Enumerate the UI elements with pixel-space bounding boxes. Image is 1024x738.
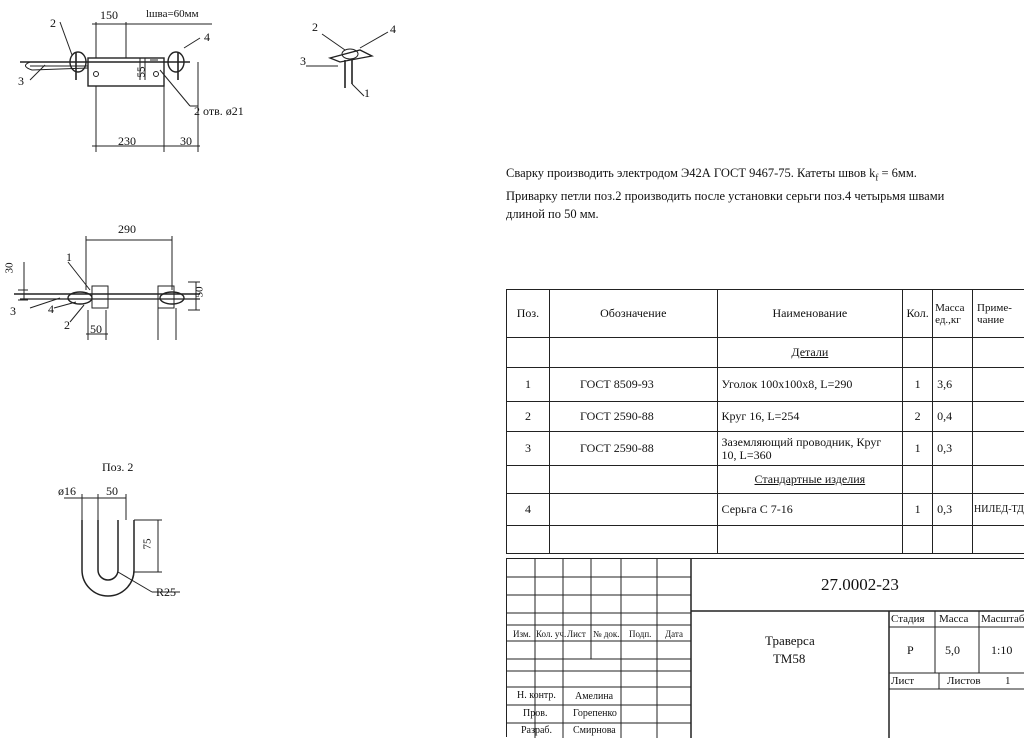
col-date: Дата bbox=[665, 629, 683, 639]
v3-callout-3: 3 bbox=[10, 304, 16, 319]
hdr-doc: Обозначение bbox=[549, 290, 717, 338]
col-izm: Изм. bbox=[513, 629, 531, 639]
note-line-1: Сварку производить электродом Э42А ГОСТ 9467-75. Катеты швов $k_f = 6мм$. bbox=[506, 164, 944, 187]
value-stage: Р bbox=[907, 643, 914, 658]
dim-holes: 2 отв. ø21 bbox=[194, 104, 244, 119]
name-nkontr: Амелина bbox=[575, 691, 613, 702]
dim-55: 55 bbox=[136, 67, 148, 78]
note-line-2: Приварку петли поз.2 производить после установки серьги поз.4 четырьмя швами bbox=[506, 187, 944, 205]
label-sheets: Листов bbox=[947, 675, 981, 687]
section-row-details bbox=[507, 338, 1024, 368]
view3-drawing bbox=[14, 236, 200, 340]
hdr-pos: Поз. bbox=[507, 290, 550, 338]
label-sheet: Лист bbox=[891, 675, 914, 687]
specification-table bbox=[506, 289, 1024, 554]
product-name: Траверса bbox=[765, 633, 815, 649]
v2-callout-1: 1 bbox=[364, 86, 370, 101]
callout-3: 3 bbox=[18, 74, 24, 89]
pos2-drawing bbox=[64, 494, 180, 596]
note-line-3: длиной по 50 мм. bbox=[506, 205, 944, 223]
label-scale: Масштаб bbox=[981, 613, 1024, 625]
hdr-note: Приме-чание bbox=[973, 290, 1024, 338]
value-scale: 1:10 bbox=[991, 643, 1012, 658]
v2-callout-2: 2 bbox=[312, 20, 318, 35]
col-doc-no: № док. bbox=[593, 629, 620, 639]
dim-r25: R25 bbox=[156, 585, 176, 600]
table-row: 4 Серьга С 7-16 1 0,3 НИЛЕД-ТД bbox=[507, 494, 1024, 526]
value-mass: 5,0 bbox=[945, 643, 960, 658]
label-mass: Масса bbox=[939, 613, 968, 625]
callout-4: 4 bbox=[204, 30, 210, 45]
dim-dia16: ø16 bbox=[58, 484, 76, 499]
col-kol-uch: Кол. уч. bbox=[536, 629, 566, 639]
table-row-empty bbox=[507, 526, 1024, 554]
hdr-qty: Кол. bbox=[903, 290, 933, 338]
dim-150: 150 bbox=[100, 8, 118, 23]
hdr-mass: Масса ед.,кг bbox=[933, 290, 973, 338]
name-prov: Горепенко bbox=[573, 708, 617, 719]
col-sign: Подп. bbox=[629, 629, 651, 639]
section-row-standard bbox=[507, 466, 1024, 494]
document-code: 27.0002-23 bbox=[821, 575, 899, 595]
title-block bbox=[506, 558, 1024, 737]
value-sheets: 1 bbox=[1005, 675, 1011, 687]
hdr-name: Наименование bbox=[717, 290, 903, 338]
section-standard: Стандартные изделия bbox=[755, 472, 866, 486]
col-list: Лист bbox=[567, 629, 586, 639]
callout-2: 2 bbox=[50, 16, 56, 31]
name-razrab: Смирнова bbox=[573, 725, 616, 736]
v3-callout-2: 2 bbox=[64, 318, 70, 333]
table-row: 2 ГОСТ 2590-88 Круг 16, L=254 2 0,4 bbox=[507, 402, 1024, 432]
v3-callout-1: 1 bbox=[66, 250, 72, 265]
dim-30: 30 bbox=[180, 134, 192, 149]
role-nkontr: Н. контр. bbox=[517, 690, 556, 701]
dim-weld-length: lшва=60мм bbox=[146, 8, 199, 20]
view1-drawing bbox=[20, 22, 212, 152]
dim-50: 50 bbox=[106, 484, 118, 499]
label-stage: Стадия bbox=[891, 613, 925, 625]
pos2-title: Поз. 2 bbox=[102, 460, 133, 475]
dim-75: 75 bbox=[142, 539, 154, 550]
v2-callout-3: 3 bbox=[300, 54, 306, 69]
technical-notes bbox=[506, 164, 944, 223]
v3-callout-4: 4 bbox=[48, 302, 54, 317]
view2-drawing bbox=[306, 32, 388, 96]
table-row: 3 ГОСТ 2590-88 Заземляющий проводник, Круг 10, L=360 1 0,3 bbox=[507, 432, 1024, 466]
role-prov: Пров. bbox=[523, 708, 547, 719]
dim-50-h: 50 bbox=[90, 322, 102, 337]
dim-230: 230 bbox=[118, 134, 136, 149]
table-row: 1 ГОСТ 8509-93 Уголок 100х100х8, L=290 1 3,6 bbox=[507, 368, 1024, 402]
role-razrab: Разраб. bbox=[521, 725, 552, 736]
dim-30-vert: 30 bbox=[4, 263, 16, 274]
section-details: Детали bbox=[791, 345, 828, 359]
spec-header-row bbox=[507, 290, 1024, 338]
dim-50-v: 50 bbox=[194, 287, 206, 298]
product-model: ТМ58 bbox=[773, 651, 805, 667]
dim-290: 290 bbox=[118, 222, 136, 237]
v2-callout-4: 4 bbox=[390, 22, 396, 37]
